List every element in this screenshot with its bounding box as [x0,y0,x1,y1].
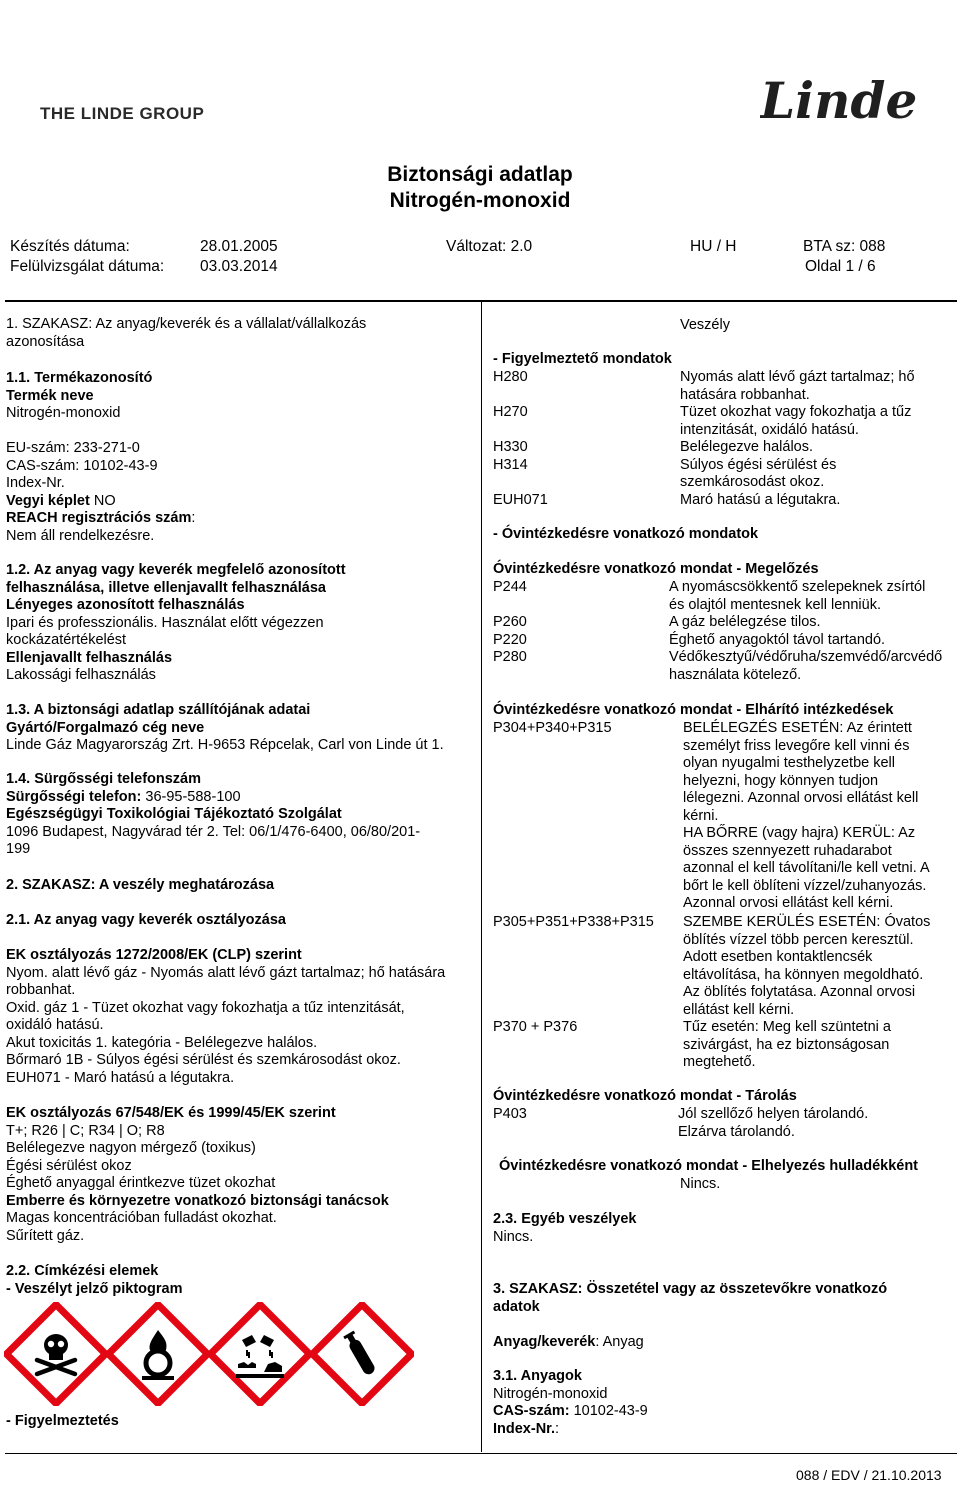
substance-label: Anyag/keverék [493,1334,596,1350]
product-name-label: Termék neve [6,387,94,404]
section-3-1-index-row [493,1421,943,1439]
prevention-texts [669,579,954,684]
hazard-text: Belélegezve halálos. [680,439,814,455]
footer-code: 088 / EDV / 21.10.2013 [796,1467,942,1483]
version: Változat: 2.0 [446,238,533,255]
section-3-1-index-colon: : [555,1420,560,1437]
hazard-text: Tüzet okozhat vagy fokozhatja a tűz [680,404,912,420]
clp-title: EK osztályozás 1272/2008/EK (CLP) szerint [6,947,302,963]
hazard-code: H330 [493,439,528,455]
prevention-codes [493,579,663,667]
toxi-service-address-cont: 199 [6,841,31,857]
prevention-text: Éghető anyagoktól távol tartandó. [669,631,886,648]
clp-line: Oxid. gáz 1 - Tüzet okozhat vagy fokozhatja a tűz intenzitását, [6,999,405,1016]
section-3-title-cont: adatok [493,1298,540,1315]
section-1-3-title: 1.3. A biztonsági adatlap szállítójának adatai [6,702,311,718]
pictogram-title: - Veszélyt jelző piktogram [6,1280,183,1297]
clp-line: Nyom. alatt lévő gáz - Nyomás alatt lévő gázt tartalmaz; hő hatására [6,964,446,981]
flame-over-circle-icon [106,1302,210,1406]
reach-label: REACH regisztrációs szám [6,510,192,526]
section-1-1 [6,370,476,545]
response-line: helyezni, hogy könnyen tudjon [683,772,879,789]
toxi-service-address: 1096 Budapest, Nagyvárad tér 2. Tel: 06/1/476-6400, 06/80/201- [6,823,421,840]
hazard-code: H314 [493,456,528,473]
response-line: Azonnal orvosi ellátást kell kérni. [683,895,894,911]
prevention-text: és olajtól mentesnek kell lenniük. [669,596,881,613]
section-3 [493,1281,953,1316]
corrosion-icon [208,1302,312,1406]
reach-row [6,510,476,528]
product-name: Nitrogén-monoxid [6,405,121,421]
precaution-statements-title: - Óvintézkedésre vonatkozó mondatok [493,526,759,542]
prevention-title: Óvintézkedésre vonatkozó mondat - Megelőzés [493,561,819,577]
env-title: Emberre és környezetre vonatkozó biztonsági tanácsok [6,1192,389,1209]
section-3-1-cas-label: CAS-szám: [493,1403,570,1419]
storage-code: P403 [493,1106,527,1122]
hazard-texts [680,369,955,509]
response-line: lélegezni. Azonnal orvosi ellátást kell [683,790,919,806]
linde-logo [760,72,930,132]
section-1-2-title: 1.2. Az anyag vagy keverék megfelelő azonosított [6,562,346,578]
response-line: öblítés vízzel több percen keresztül. [683,931,914,948]
prevention-text: használata kötelező. [669,666,802,683]
clp-line: oxidáló hatású. [6,1017,104,1033]
env-line: Magas koncentrációban fulladást okozhat. [6,1210,277,1226]
section-1-2-title-cont: felhasználása, illetve ellenjavallt felhasználása [6,579,326,596]
skull-crossbones-icon [4,1302,108,1406]
clp-line: Akut toxicitás 1. kategória - Belélegezve halálos. [6,1034,318,1051]
response-line: HA BŐRRE (vagy hajra) KERÜL: Az [683,825,916,841]
storage-text [678,1106,948,1141]
section-2-1-title: 2.1. Az anyag vagy keverék osztályozása [6,912,286,928]
manufacturer-label: Gyártó/Forgalmazó cég neve [6,719,205,736]
substance-row [493,1334,644,1350]
response-code: P304+P340+P315 [493,720,612,736]
hazard-text: Nyomás alatt lévő gázt tartalmaz; hő [680,369,915,385]
footer-divider [5,1453,957,1454]
signal-word: Veszély [680,317,730,333]
dsd-codes: T+; R26 | C; R34 | O; R8 [6,1122,165,1139]
prevention-code: P220 [493,631,527,648]
created-label: Készítés dátuma: [10,238,130,255]
response-line: ellátást kell kérni. [683,1001,795,1018]
prevention-text: A nyomáscsökkentő szelepeknek zsírtól [669,579,926,595]
section-3-1-cas-row [493,1403,943,1421]
section-1-2 [6,562,476,685]
document-title: Biztonsági adatlap [387,163,573,186]
relevant-use-value-cont: kockázatértékelést [6,632,127,648]
response-text-1 [683,720,955,913]
hazard-code: EUH071 [493,491,548,508]
hazard-text: intenzitását, oxidáló hatású. [680,421,859,438]
dsd-line: Égési sérülést okoz [6,1157,132,1174]
document-subtitle: Nitrogén-monoxid [389,189,571,212]
response-title: Óvintézkedésre vonatkozó mondat - Elhárító intézkedések [493,702,894,718]
formula-value: NO [89,492,116,509]
hazard-text: Súlyos égési sérülést és [680,456,837,473]
left-column [6,316,476,351]
locale: HU / H [690,238,737,255]
gas-cylinder-icon [310,1302,414,1406]
page-number: Oldal 1 / 6 [805,258,876,275]
hazard-statements-title: - Figyelmeztető mondatok [493,351,672,367]
emergency-row [6,789,476,807]
dsd-block [6,1105,476,1245]
section-1-4-title: 1.4. Sürgősségi telefonszám [6,771,202,787]
response-line: eltávolítása, ha könnyen megoldható. [683,966,924,983]
response-line: Az öblítés folytatása. Azonnal orvosi [683,984,916,1000]
revised-label: Felülvizsgálat dátuma: [10,258,165,275]
clp-block [6,947,476,1087]
signal-word-label: - Figyelmeztetés [6,1413,119,1429]
hazard-text: szemkárosodást okoz. [680,474,825,490]
section-2-3-value: Nincs. [493,1228,534,1245]
response-line: személyt friss levegőre kell vinni és [683,737,910,754]
response-line: Adott esetben kontaktlencsék [683,949,873,965]
clp-line: EUH071 - Maró hatású a légutakra. [6,1069,235,1086]
response-text-2 [683,914,955,1019]
substance-value: : Anyag [595,1334,644,1350]
reach-value: Nem áll rendelkezésre. [6,527,155,544]
cas-number: CAS-szám: 10102-43-9 [6,457,158,474]
dsd-title: EK osztályozás 67/548/EK és 1999/45/EK szerint [6,1105,336,1121]
section-3-1 [493,1368,943,1438]
bta-number: BTA sz: 088 [803,238,886,255]
response-line: olyan nyugalmi testhelyzetbe kell [683,755,895,771]
clp-line: robbanhat. [6,982,76,998]
hazard-code: H280 [493,369,528,385]
section-3-1-cas-value: 10102-43-9 [569,1403,648,1419]
response-line: összes szennyezett ruhadarabot [683,842,892,859]
section-2-3 [493,1211,943,1246]
response-line: bőrt le kell öblíteni vízzel/zuhanyozás. [683,877,927,894]
section-1-title: 1. SZAKASZ: Az anyag/keverék és a vállalat/vállalkozás [6,316,367,332]
dsd-line: Éghető anyaggal érintkezve tüzet okozhat [6,1175,276,1191]
section-3-1-index-label: Index-Nr. [493,1420,556,1437]
dsd-line: Belélegezve nagyon mérgező (toxikus) [6,1140,256,1156]
section-2-2-title: 2.2. Címkézési elemek [6,1263,159,1279]
column-divider [481,302,482,1452]
section-2-2 [6,1263,476,1298]
storage-title: Óvintézkedésre vonatkozó mondat - Tárolás [493,1088,797,1104]
prevention-text: Védőkesztyű/védőruha/szemvédő/arcvédő [669,649,943,665]
manufacturer: Linde Gáz Magyarország Zrt. H-9653 Répcelak, Carl von Linde út 1. [6,737,444,753]
response-line: azonnal el kell távolítani/le kell vetni. A [683,860,930,876]
response-line: Tűz esetén: Meg kell szüntetni a [683,1019,891,1035]
response-line: SZEMBE KERÜLÉS ESETÉN: Óvatos [683,914,931,930]
formula-row [6,493,476,511]
response-text-3 [683,1019,955,1072]
prevention-code: P244 [493,579,527,595]
section-1-title-cont: azonosítása [6,333,85,350]
prevention-code: P280 [493,649,527,665]
eu-number: EU-szám: 233-271-0 [6,440,140,456]
response-line: megtehető. [683,1054,756,1070]
section-3-title: 3. SZAKASZ: Összetétel vagy az összetevőkre vonatkozó [493,1281,888,1297]
hazard-text: Maró hatású a légutakra. [680,491,841,508]
contra-use-value: Lakossági felhasználás [6,667,156,683]
prevention-code: P260 [493,614,527,630]
section-3-1-title: 3.1. Anyagok [493,1368,582,1384]
prevention-text: A gáz belélegzése tilos. [669,614,821,630]
created-value: 28.01.2005 [200,238,278,255]
response-line: szivárgást, ha ez biztonságosan [683,1036,890,1053]
linde-logo-text: Linde [760,72,918,128]
env-line: Sűrített gáz. [6,1227,85,1244]
revised-value: 03.03.2014 [200,258,278,275]
response-line: BELÉLEGZÉS ESETÉN: Az érintett [683,720,912,736]
response-line: kérni. [683,807,719,824]
emergency-label: Sürgősségi telefon: [6,788,142,805]
reach-colon: : [191,510,196,526]
index-number: Index-Nr. [6,475,65,491]
hazard-code: H270 [493,404,528,420]
section-2-1 [6,912,476,930]
storage-line: Jól szellőző helyen tárolandó. [678,1106,869,1122]
response-code: P370 + P376 [493,1019,578,1035]
relevant-use-label: Lényeges azonosított felhasználás [6,597,245,613]
section-1-3 [6,702,476,755]
relevant-use-value: Ipari és professzionális. Használat előtt végezzen [6,614,324,631]
linde-group-logo: THE LINDE GROUP [40,104,205,123]
formula-label: Vegyi képlet [6,492,90,509]
section-2-3-title: 2.3. Egyéb veszélyek [493,1211,637,1227]
section-1-4 [6,771,476,859]
contra-use-label: Ellenjavallt felhasználás [6,649,173,666]
disposal-value: Nincs. [680,1176,721,1192]
section-2-title: 2. SZAKASZ: A veszély meghatározása [6,877,275,893]
section-2 [6,877,476,895]
clp-line: Bőrmaró 1B - Súlyos égési sérülést és szemkárosodást okoz. [6,1052,401,1068]
emergency-value: 36-95-588-100 [141,788,241,805]
response-code: P305+P351+P338+P315 [493,914,654,930]
toxi-service-label: Egészségügyi Toxikológiai Tájékoztató Szolgálat [6,806,342,822]
hazard-text: hatására robbanhat. [680,386,810,403]
disposal-title: Óvintézkedésre vonatkozó mondat - Elhelyezés hulladékként [499,1158,919,1174]
hazard-codes [493,369,663,509]
section-3-1-name: Nitrogén-monoxid [493,1385,608,1402]
storage-line: Elzárva tárolandó. [678,1123,795,1140]
section-1-1-title: 1.1. Termékazonosító [6,370,153,386]
